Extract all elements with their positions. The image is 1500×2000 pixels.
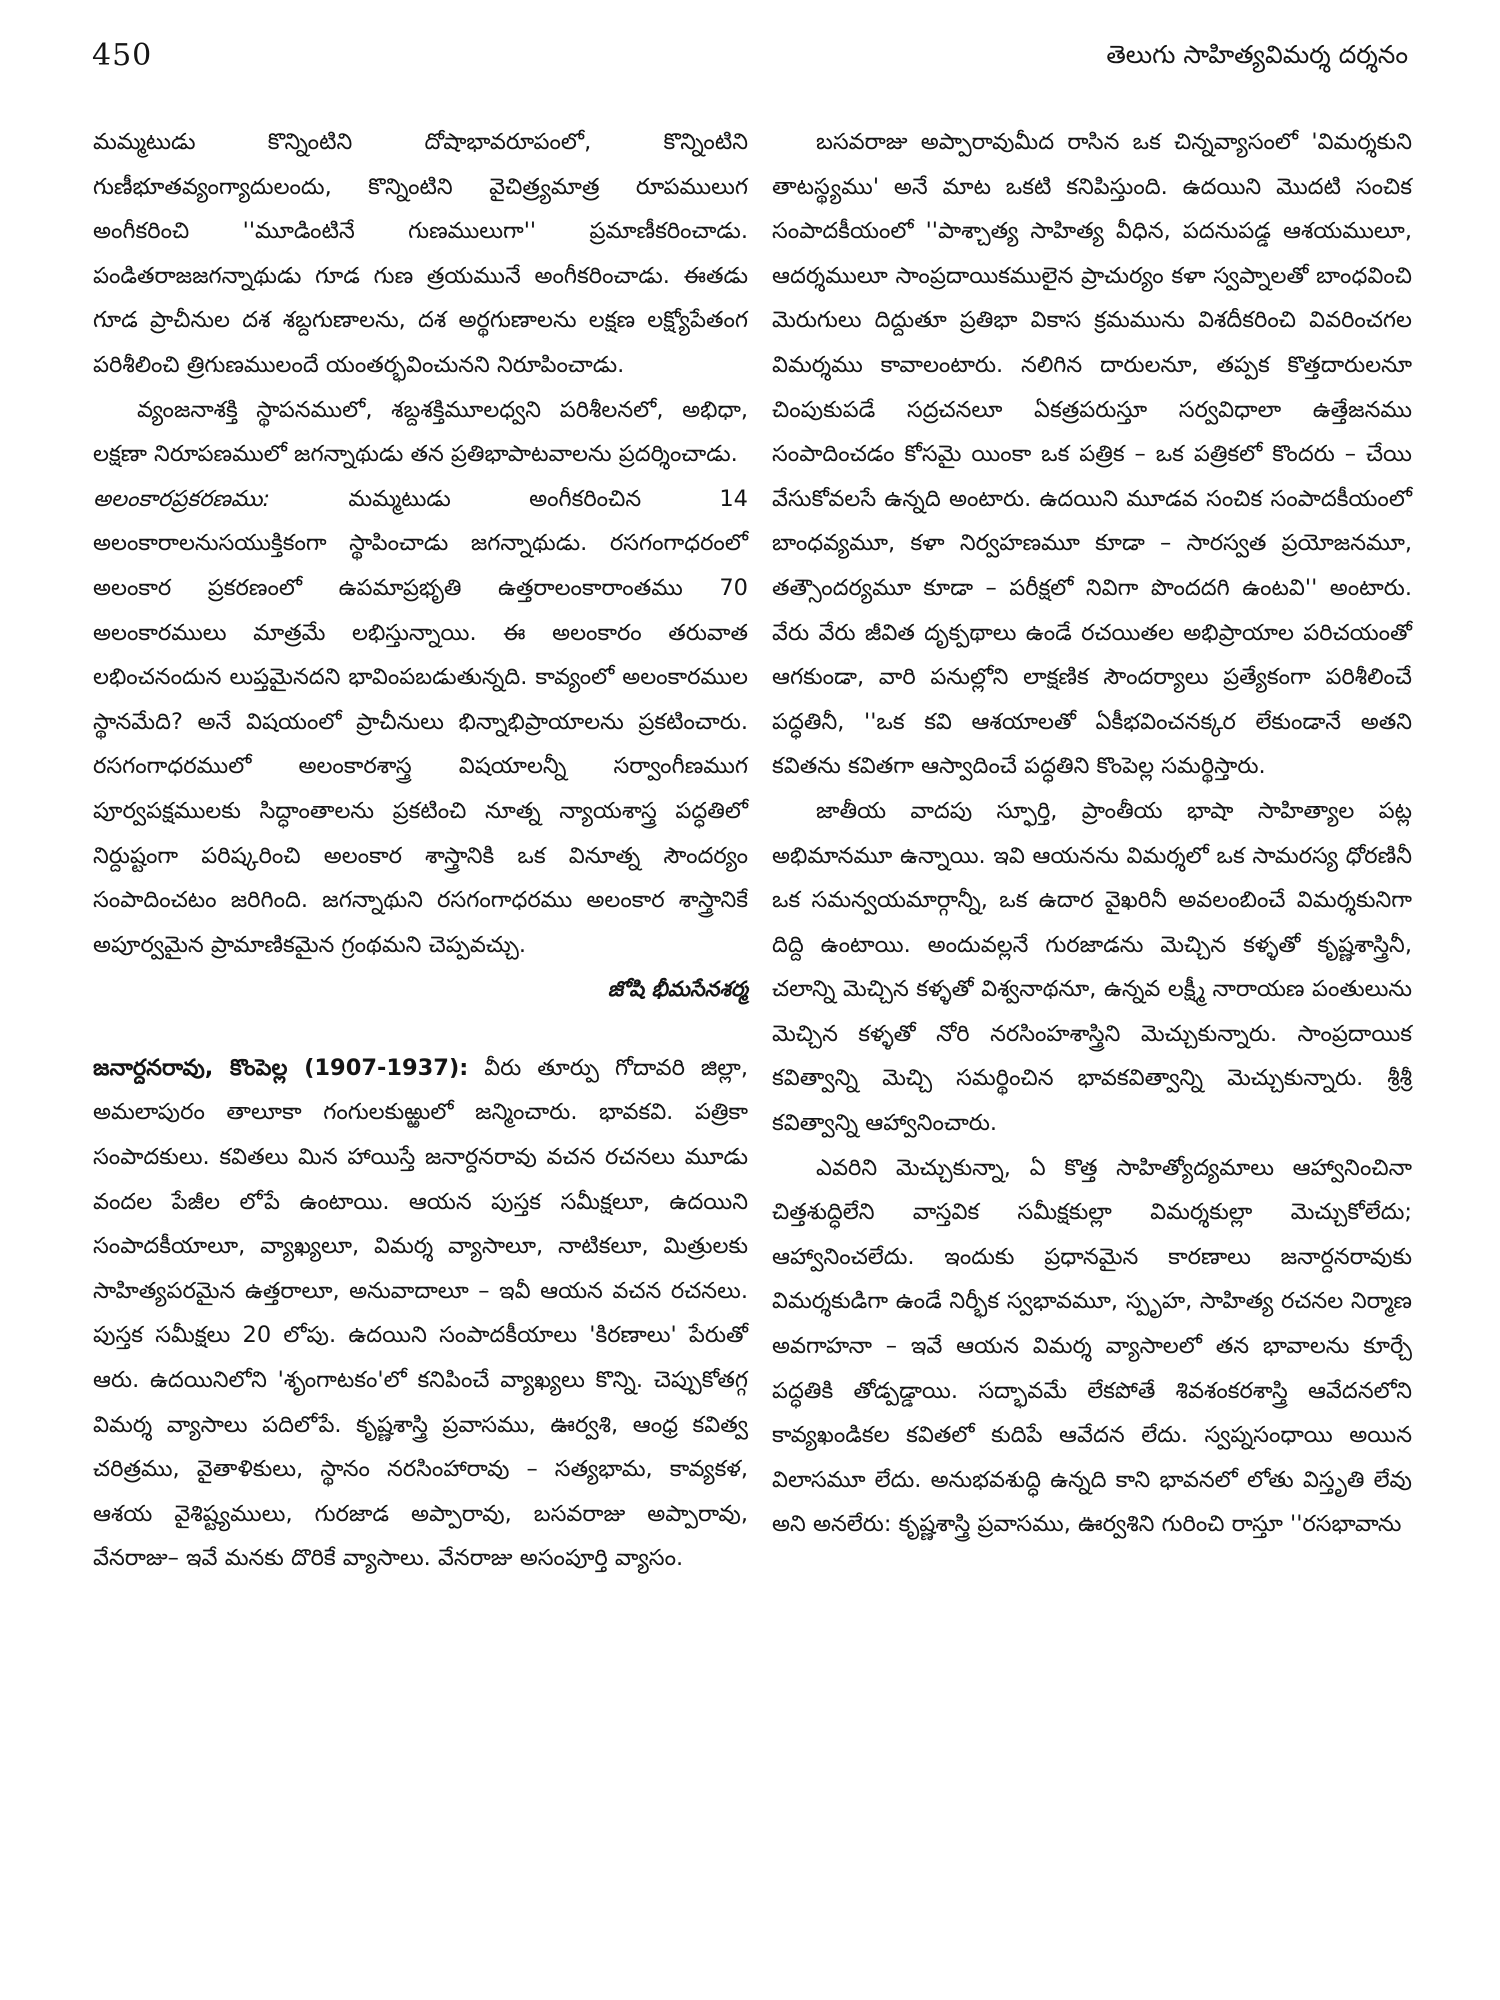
page-number: 450: [92, 38, 153, 73]
paragraph: బసవరాజు అప్పారావుమీద రాసిన ఒక చిన్నవ్యాసంలో 'విమర్శకుని తాటస్థ్యము' అనే మాట ఒకటి కనిపిస్తుంది. ఉదయిని మొదటి సంచిక సంపాదకీయంలో ''పాశ్చాత్య సాహిత్య వీధిన, పదనుపడ్డ ఆశయములూ, ఆదర్శములూ సాంప్రదాయికములైన ప్రాచుర్యం కళా స్వప్నాలతో బాంధవించి మెరుగులు దిద్దుతూ ప్రతిభా వికాస క్రమమును విశదీకరించి వివరించగల విమర్శము కావాలంటారు. నలిగిన దారులనూ, తప్పక కొత్తదారులనూ చింపుకుపడే సద్రచనలూ ఏకత్రపరుస్తూ సర్వవిధాలా ఉత్తేజనము సంపాదించడం కోసమై యింకా ఒక పత్రిక – ఒక పత్రికలో కొందరు – చేయి వేసుకోవలసే ఉన్నది అంటారు. ఉదయిని మూడవ సంచిక సంపాదకీయంలో బాంధవ్యమూ, కళా నిర్వహణమూ కూడా – సారస్వత ప్రయోజనమూ, తత్సౌందర్యమూ కూడా – పరీక్షలో నివిగా పొందదగి ఉంటవి'' అంటారు. వేరు వేరు జీవిత దృక్పథాలు ఉండే రచయితల అభిప్రాయాల పరిచయంతో ఆగకుండా, వారి పనుల్లోని లాక్షణిక సౌందర్యాలు ప్రత్యేకంగా పరిశీలించే పద్ధతినీ, ''ఒక కవి ఆశయాలతో ఏకీభవించనక్కర లేకుండానే అతని కవితను కవితగా ఆస్వాదించే పద్ధతిని కొంపెల్ల సమర్థిస్తారు.: [772, 129, 1412, 780]
left-column: [93, 120, 748, 1581]
paragraph-text: మమ్మటుడు అంగీకరించిన 14 అలంకారాలనుసయుక్తికంగా స్థాపించాడు జగన్నాథుడు. రసగంగాధరంలో అలంకార ప్రకరణంలో ఉపమాప్రభృతి ఉత్తరాలంకారాంతము 70 అలంకారములు మాత్రమే లభిస్తున్నాయి. ఈ అలంకారం తరువాత లభించనందున లుప్తమైనదని భావింపబడుతున్నది. కావ్యంలో అలంకారముల స్థానమేది? అనే విషయంలో ప్రాచీనులు భిన్నాభిప్రాయాలను ప్రకటించారు. రసగంగాధరములో అలంకారశాస్త్ర విషయాలన్నీ సర్వాంగీణముగ పూర్వపక్షములకు సిద్ధాంతాలను ప్రకటించి నూత్న న్యాయశాస్త్ర పద్ధతిలో నిర్దుష్టంగా పరిష్కరించి అలంకార శాస్త్రానికి ఒక వినూత్న సౌందర్యం సంపాదించటం జరిగింది. జగన్నాథుని రసగంగాధరము అలంకార శాస్త్రానికే అపూర్వమైన ప్రామాణికమైన గ్రంథమని చెప్పవచ్చు.: [93, 485, 748, 958]
paragraph: ఎవరిని మెచ్చుకున్నా, ఏ కొత్త సాహిత్యోద్యమాలు ఆహ్వానించినా చిత్తశుద్ధిలేని వాస్తవిక సమీక్షకుల్లా విమర్శకుల్లా మెచ్చుకోలేదు; ఆహ్వానించలేదు. ఇందుకు ప్రధానమైన కారణాలు జనార్దనరావుకు విమర్శకుడిగా ఉండే నిర్భీక స్వభావమూ, స్పృహ, సాహిత్య రచనల నిర్మాణ అవగాహనా – ఇవే ఆయన విమర్శ వ్యాసాలలో తన భావాలను కూర్చే పద్ధతికి తోడ్పడ్డాయి. సద్భావమే లేకపోతే శివశంకరశాస్త్రి ఆవేదనలోని కావ్యఖండికల కవితలో కుదిపే ఆవేదన లేదు. స్వప్నసంధాయి అయిన విలాసమూ లేదు. అనుభవశుద్ధి ఉన్నది కాని భావనలో లోతు విస్తృతి లేవు అని అనలేరు: కృష్ణశాస్త్రి ప్రవాసము, ఊర్వశిని గురించి రాస్తూ ''రసభావాను: [772, 1154, 1412, 1538]
paragraph: వ్యంజనాశక్తి స్థాపనములో, శబ్దశక్తిమూలధ్వని పరిశీలనలో, అభిధా, లక్షణా నిరూపణములో జగన్నాథుడు తన ప్రతిభాపాటవాలను ప్రదర్శించాడు.: [93, 396, 748, 468]
entry-text: వీరు తూర్పు గోదావరి జిల్లా, అమలాపురం తాలూకా గంగులకుఱ్ఱులో జన్మించారు. భావకవి. పత్రికా సంపాదకులు. కవితలు మిన హాయిస్తే జనార్దనరావు వచన రచనలు మూడు వందల పేజీల లోపే ఉంటాయి. ఆయన పుస్తక సమీక్షలూ, ఉదయిని సంపాదకీయాలూ, వ్యాఖ్యలూ, విమర్శ వ్యాసాలూ, నాటికలూ, మిత్రులకు సాహిత్యపరమైన ఉత్తరాలూ, అనువాదాలూ – ఇవీ ఆయన వచన రచనలు. పుస్తక సమీక్షలు 20 లోపు. ఉదయిని సంపాదకీయాలు 'కిరణాలు' పేరుతో ఆరు. ఉదయినిలోని 'శృంగాటకం'లో కనిపించే వ్యాఖ్యలు కొన్ని. చెప్పుకోతగ్గ విమర్శ వ్యాసాలు పదిలోపే. కృష్ణశాస్త్రి ప్రవాసము, ఊర్వశి, ఆంధ్ర కవిత్వ చరిత్రము, వైతాళికులు, స్థానం నరసింహారావు – సత్యభామ, కావ్యకళ, ఆశయ వైశిష్ట్యములు, గురజాడ అప్పారావు, బసవరాజు అప్పారావు, వేనరాజు– ఇవే మనకు దొరికే వ్యాసాలు. వేనరాజు అసంపూర్తి వ్యాసం.: [93, 1054, 749, 1572]
page-header: [0, 30, 1500, 80]
section-heading: అలంకారప్రకరణము:: [93, 485, 271, 512]
paragraph: మమ్మటుడు కొన్నింటిని దోషాభావరూపంలో, కొన్నింటిని గుణీభూతవ్యంగ్యాదులందు, కొన్నింటిని వైచిత్ర్యమాత్ర రూపములుగ అంగీకరించి ''మూడింటినే గుణములుగా'' ప్రమాణీకరించాడు. పండితరాజజగన్నాథుడు గూడ గుణ త్రయమునే అంగీకరించాడు. ఈతడు గూడ ప్రాచీనుల దశ శబ్దగుణాలను, దశ అర్థగుణాలను లక్షణ లక్ష్యోపేతంగ పరిశీలించి త్రిగుణములందే యంతర్భవించునని నిరూపించాడు.: [93, 129, 748, 378]
entry-title: జనార్దనరావు, కొంపెల్ల (1907-1937):: [93, 1054, 469, 1081]
paragraph: [93, 477, 748, 968]
book-title: తెలుగు సాహిత్యవిమర్శ దర్శనం: [1106, 40, 1408, 69]
right-column: [772, 120, 1412, 1547]
paragraph: జాతీయ వాదపు స్ఫూర్తి, ప్రాంతీయ భాషా సాహిత్యాల పట్ల అభిమానమూ ఉన్నాయి. ఇవి ఆయనను విమర్శలో ఒక సామరస్య ధోరణినీ ఒక సమన్వయమార్గాన్నీ, ఒక ఉదార వైఖరినీ అవలంబించే విమర్శకునిగా దిద్ది ఉంటాయి. అందువల్లనే గురజాడను మెచ్చిన కళ్ళతో కృష్ణశాస్త్రినీ, చలాన్ని మెచ్చిన కళ్ళతో విశ్వనాథనూ, ఉన్నవ లక్ష్మీ నారాయణ పంతులును మెచ్చిన కళ్ళతో నోరి నరసింహశాస్త్రిని మెచ్చుకున్నారు. సాంప్రదాయిక కవిత్వాన్ని మెచ్చి సమర్థించిన భావకవిత్వాన్ని మెచ్చుకున్నారు. శ్రీశ్రీ కవిత్వాన్ని ఆహ్వానించారు.: [772, 797, 1412, 1137]
author-signature: జోషి భీమసేనశర్మ: [607, 977, 748, 1002]
entry-paragraph: [93, 1046, 748, 1581]
